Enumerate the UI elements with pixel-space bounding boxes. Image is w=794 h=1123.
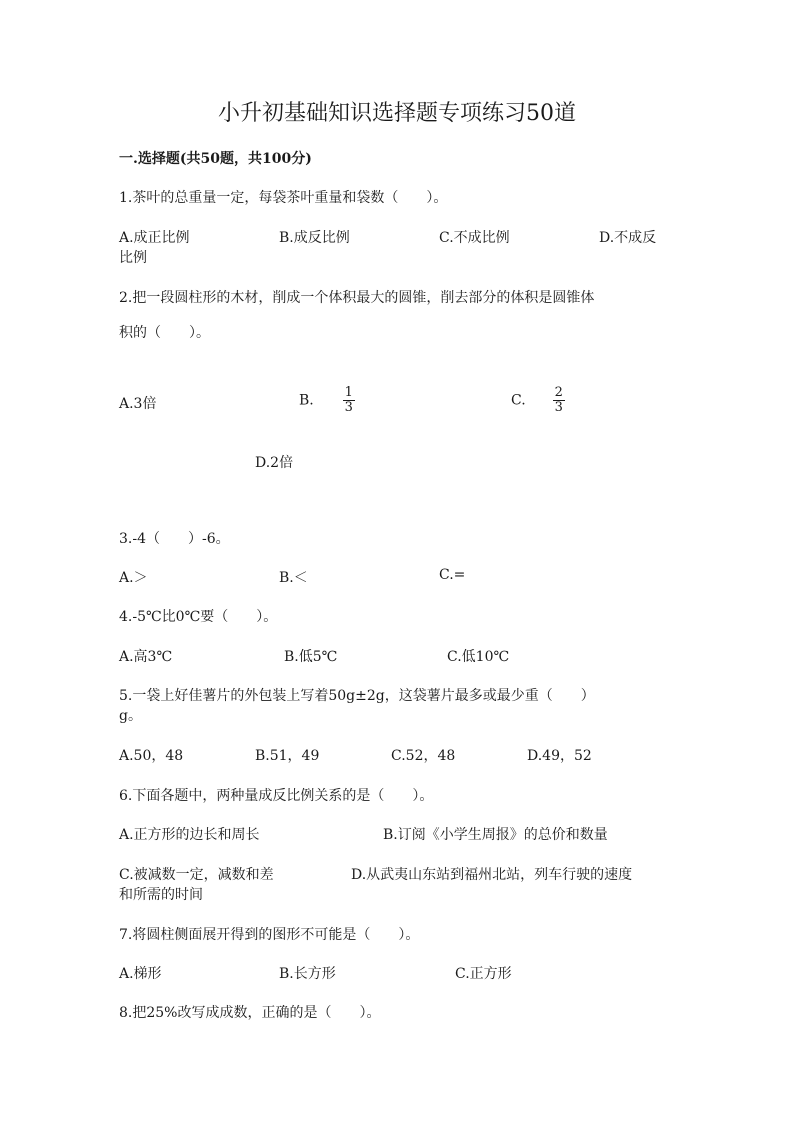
question-3-option-b: B.＜ bbox=[279, 570, 308, 586]
page-title: 小升初基础知识选择题专项练习50道 bbox=[218, 101, 576, 126]
question-7-option-b: B.长方形 bbox=[279, 966, 336, 982]
question-3-option-a: A.＞ bbox=[119, 570, 148, 586]
question-1-option-d-wrap: 比例 bbox=[119, 250, 147, 266]
question-8-stem: 8.把25%改写成成数，正确的是（ ）。 bbox=[119, 1005, 381, 1021]
question-6-option-d: D.从武夷山东站到福州北站，列车行驶的速度 bbox=[351, 867, 633, 883]
question-4-option-c: C.低10℃ bbox=[447, 649, 510, 665]
question-5-option-b: B.51，49 bbox=[255, 748, 320, 764]
question-2-stem-line2: 积的（ ）。 bbox=[119, 325, 210, 341]
question-2-option-b-label: B. bbox=[299, 392, 314, 409]
question-4-option-b: B.低5℃ bbox=[284, 649, 338, 665]
question-5-stem-line2: g。 bbox=[119, 708, 142, 724]
question-4-stem: 4.-5℃比0℃要（ ）。 bbox=[119, 609, 278, 625]
question-7-stem: 7.将圆柱侧面展开得到的图形不可能是（ ）。 bbox=[119, 927, 420, 943]
question-2-stem-line1: 2.把一段圆柱形的木材，削成一个体积最大的圆锥，削去部分的体积是圆锥体 bbox=[119, 290, 595, 306]
question-5-option-a: A.50，48 bbox=[119, 748, 184, 764]
question-7-option-c: C.正方形 bbox=[455, 966, 512, 982]
question-2-option-c bbox=[511, 386, 565, 415]
question-1-stem: 1.茶叶的总重量一定，每袋茶叶重量和袋数（ ）。 bbox=[119, 190, 448, 206]
question-5-option-c: C.52，48 bbox=[391, 748, 456, 764]
fraction-numerator: 1 bbox=[344, 385, 353, 400]
question-5-option-d: D.49，52 bbox=[527, 748, 592, 764]
question-3-stem: 3.-4（ ）-6。 bbox=[119, 531, 230, 547]
question-4-option-a: A.高3℃ bbox=[119, 649, 173, 665]
question-2-option-a: A.3倍 bbox=[119, 396, 157, 412]
fraction-denominator: 3 bbox=[554, 400, 563, 415]
question-2-option-b bbox=[299, 386, 355, 415]
fraction-one-third bbox=[343, 386, 355, 415]
question-3-option-c: C.= bbox=[439, 567, 466, 583]
section-heading: 一.选择题(共50题，共100分) bbox=[119, 151, 312, 167]
question-5-stem-line1: 5.一袋上好佳薯片的外包装上写着50g±2g，这袋薯片最多或最少重（ ） bbox=[119, 688, 595, 704]
question-1-option-d: D.不成反 bbox=[599, 230, 657, 246]
question-6-option-d-wrap: 和所需的时间 bbox=[119, 887, 203, 903]
question-1-option-a: A.成正比例 bbox=[119, 230, 190, 246]
question-2-option-d: D.2倍 bbox=[255, 455, 294, 471]
fraction-two-thirds bbox=[553, 386, 565, 415]
question-6-option-b: B.订阅《小学生周报》的总价和数量 bbox=[383, 827, 608, 843]
question-6-option-c: C.被减数一定，减数和差 bbox=[119, 867, 274, 883]
fraction-numerator: 2 bbox=[554, 385, 563, 400]
question-7-option-a: A.梯形 bbox=[119, 966, 162, 982]
question-6-option-a: A.正方形的边长和周长 bbox=[119, 827, 260, 843]
question-1-option-c: C.不成比例 bbox=[439, 230, 510, 246]
question-1-option-b: B.成反比例 bbox=[279, 230, 350, 246]
question-2-option-c-label: C. bbox=[511, 392, 526, 409]
fraction-denominator: 3 bbox=[344, 400, 353, 415]
question-6-stem: 6.下面各题中，两种量成反比例关系的是（ ）。 bbox=[119, 788, 434, 804]
